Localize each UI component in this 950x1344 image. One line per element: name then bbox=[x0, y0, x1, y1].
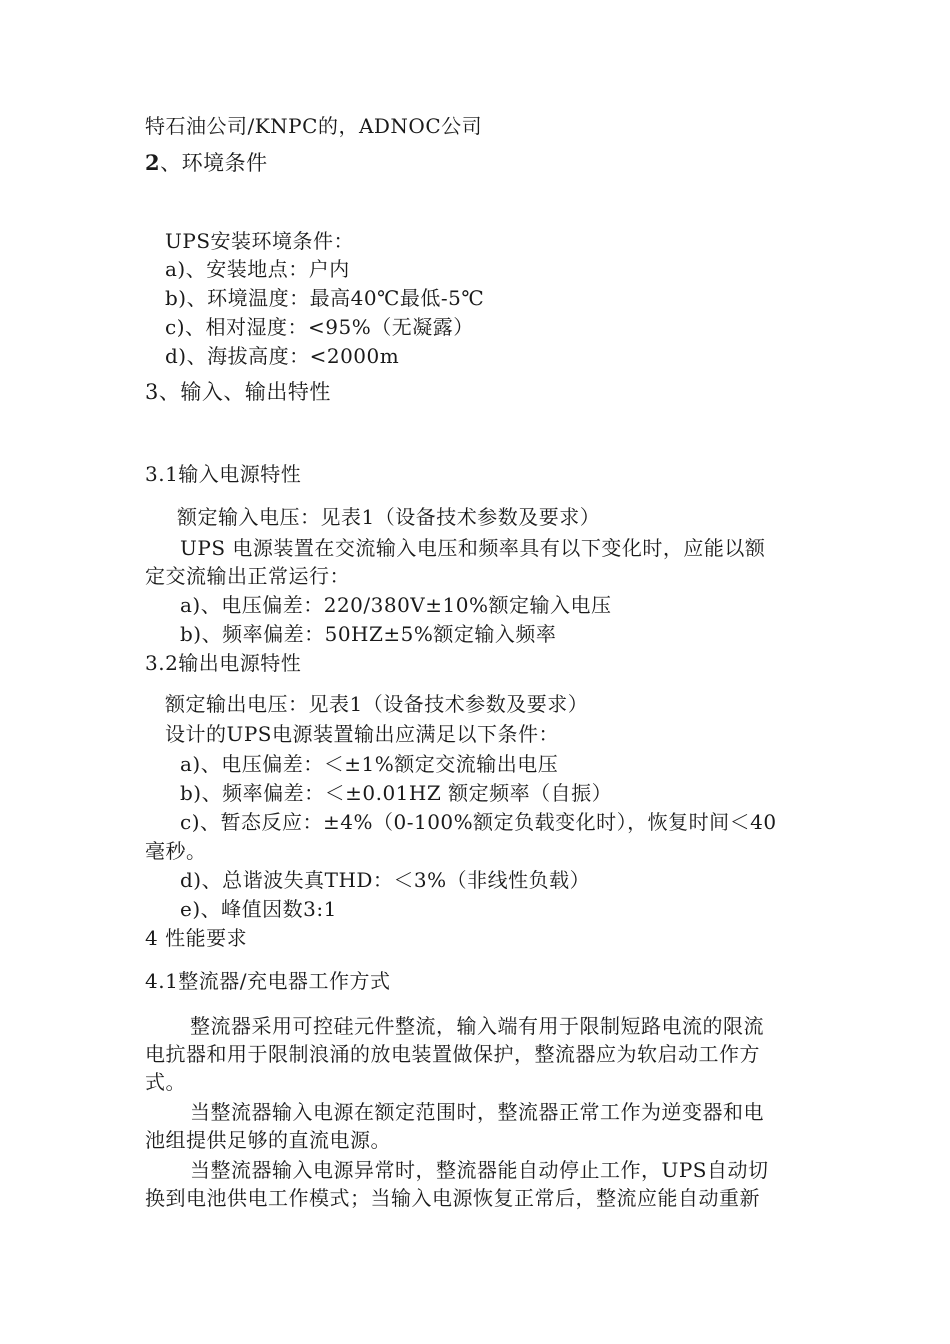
section-4-1-heading: 4.1整流器/充电器工作方式 bbox=[145, 969, 391, 993]
section-3-2-heading: 3.2输出电源特性 bbox=[145, 651, 302, 675]
env-heading: UPS安装环境条件： bbox=[165, 229, 355, 253]
rectifier-paragraph-2-line-2: 池组提供足够的直流电源。 bbox=[145, 1128, 391, 1152]
rectifier-paragraph-1-line-3: 式。 bbox=[145, 1070, 186, 1094]
input-item-b: b)、频率偏差：50HZ±5%额定输入频率 bbox=[180, 622, 557, 646]
section-4-heading: 4 性能要求 bbox=[145, 926, 248, 950]
section-3-1-heading: 3.1输入电源特性 bbox=[145, 462, 302, 486]
output-item-a: a)、电压偏差：＜±1%额定交流输出电压 bbox=[180, 752, 559, 776]
output-rated-voltage: 额定输出电压：见表1（设备技术参数及要求） bbox=[165, 692, 589, 716]
rectifier-paragraph-3-line-2: 换到电池供电工作模式；当输入电源恢复正常后，整流应能自动重新 bbox=[145, 1186, 760, 1210]
output-condition: 设计的UPS电源装置输出应满足以下条件： bbox=[165, 722, 560, 746]
input-item-a: a)、电压偏差：220/380V±10%额定输入电压 bbox=[180, 593, 612, 617]
input-paragraph-line-2: 定交流输出正常运行： bbox=[145, 564, 350, 588]
section-2-heading bbox=[145, 151, 268, 175]
rectifier-paragraph-3-line-1: 当整流器输入电源异常时，整流器能自动停止工作，UPS自动切 bbox=[190, 1158, 769, 1182]
rectifier-paragraph-1-line-2: 电抗器和用于限制浪涌的放电装置做保护，整流器应为软启动工作方 bbox=[145, 1042, 760, 1066]
output-item-d: d)、总谐波失真THD：＜3%（非线性负载） bbox=[180, 868, 591, 892]
input-rated-voltage: 额定输入电压：见表1（设备技术参数及要求） bbox=[177, 505, 601, 529]
output-item-c: c)、暂态反应：±4%（0-100%额定负载变化时），恢复时间＜40 bbox=[180, 810, 777, 834]
env-item-b: b)、环境温度：最高40℃最低-5℃ bbox=[165, 286, 485, 310]
env-item-a: a)、安装地点：户内 bbox=[165, 257, 350, 281]
rectifier-paragraph-2-line-1: 当整流器输入电源在额定范围时，整流器正常工作为逆变器和电 bbox=[190, 1100, 764, 1124]
section-2-title: 、环境条件 bbox=[160, 151, 268, 175]
section-3-heading: 3、输入、输出特性 bbox=[145, 380, 331, 404]
intro-tail-line: 特石油公司/KNPC的，ADNOC公司 bbox=[145, 114, 483, 138]
section-2-number: 2 bbox=[145, 150, 161, 175]
output-item-b: b)、频率偏差：＜±0.01HZ 额定频率（自振） bbox=[180, 781, 613, 805]
output-item-c-continued: 毫秒。 bbox=[145, 839, 207, 863]
env-item-c: c)、相对湿度：<95%（无凝露） bbox=[165, 315, 474, 339]
env-item-d: d)、海拔高度：<2000m bbox=[165, 344, 400, 368]
input-paragraph-line-1: UPS 电源装置在交流输入电压和频率具有以下变化时，应能以额 bbox=[180, 536, 766, 560]
rectifier-paragraph-1-line-1: 整流器采用可控硅元件整流，输入端有用于限制短路电流的限流 bbox=[190, 1014, 764, 1038]
output-item-e: e)、峰值因数3:1 bbox=[180, 897, 337, 921]
